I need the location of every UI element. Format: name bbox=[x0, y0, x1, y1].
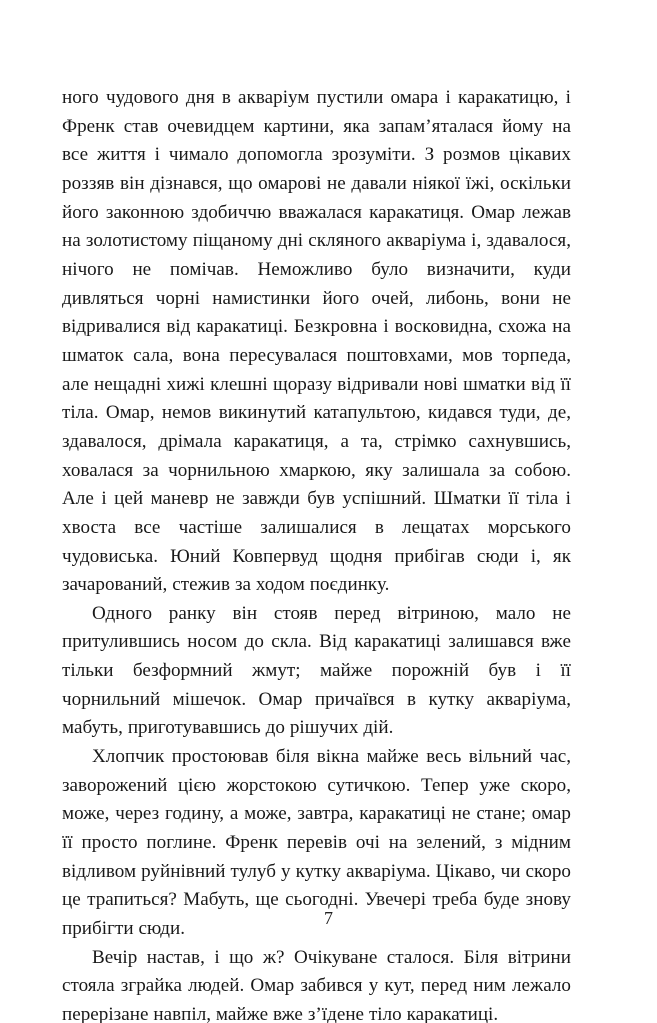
body-paragraph: Одного ранку він стояв перед вітриною, мало не притулившись носом до скла. Від каракатиці залишався вже тільки безформний жмут; майже порожній був і її чорнильний мішечок. Омар причаївся в кутку акваріума, мабуть, приготувавшись до рішучих дій. bbox=[62, 602, 571, 739]
page-text-block bbox=[62, 84, 571, 1023]
body-paragraph: ного чудового дня в акваріум пустили омара і каракатицю, і Френк став очевидцем картини, яка запам’яталася йому на все життя і чимало допомогла зрозуміти. З розмов цікавих роззяв він дізнався, що омарові не давали ніякої їжі, оскільки його законною здобиччю вважалася каракатиця. Омар лежав на золотистому піщаному дні скляного акваріума і, здавалося, нічого не помічав. Неможливо було визначити, куди дивляться чорні намистинки його очей, либонь, вони не відривалися від каракатиці. Безкровна і восковидна, схожа на шматок сала, вона пересувалася поштовхами, мов торпеда, але нещадні хижі клешні щоразу відривали нові шматки від її тіла. Омар, немов викинутий катапультою, кидався туди, де, здавалося, дрімала каракатиця, а та, стрімко сахнувшись, ховалася за чорнильною хмаркою, яку залишала за собою. Але і цей маневр не завжди був успішний. Шматки її тіла і хвоста все частіше залишалися в лещатах морського чудовиська. Юний Ковпервуд щодня прибігав сюди і, як зачарований, стежив за ходом поєдинку. bbox=[62, 87, 571, 596]
page-number: 7 bbox=[324, 908, 333, 928]
body-paragraph: Вечір настав, і що ж? Очікуване сталося. Біля вітрини стояла зграйка людей. Омар забився у кут, перед ним лежало перерізане навпіл, майже вже з’їдене тіло каракатиці. bbox=[62, 946, 571, 1023]
body-paragraph: Хлопчик простоював біля вікна майже весь вільний час, заворожений цією жорстокою сутичкою. Тепер уже скоро, може, через годину, а може, завтра, каракатиці не стане; омар її просто поглине. Френк перевів очі на зелений, з мідним відливом руйнівний тулуб у кутку акваріума. Цікаво, чи скоро це трапиться? Мабуть, ще сьогодні. Увечері треба буде знову прибігти сюди. bbox=[62, 746, 571, 940]
